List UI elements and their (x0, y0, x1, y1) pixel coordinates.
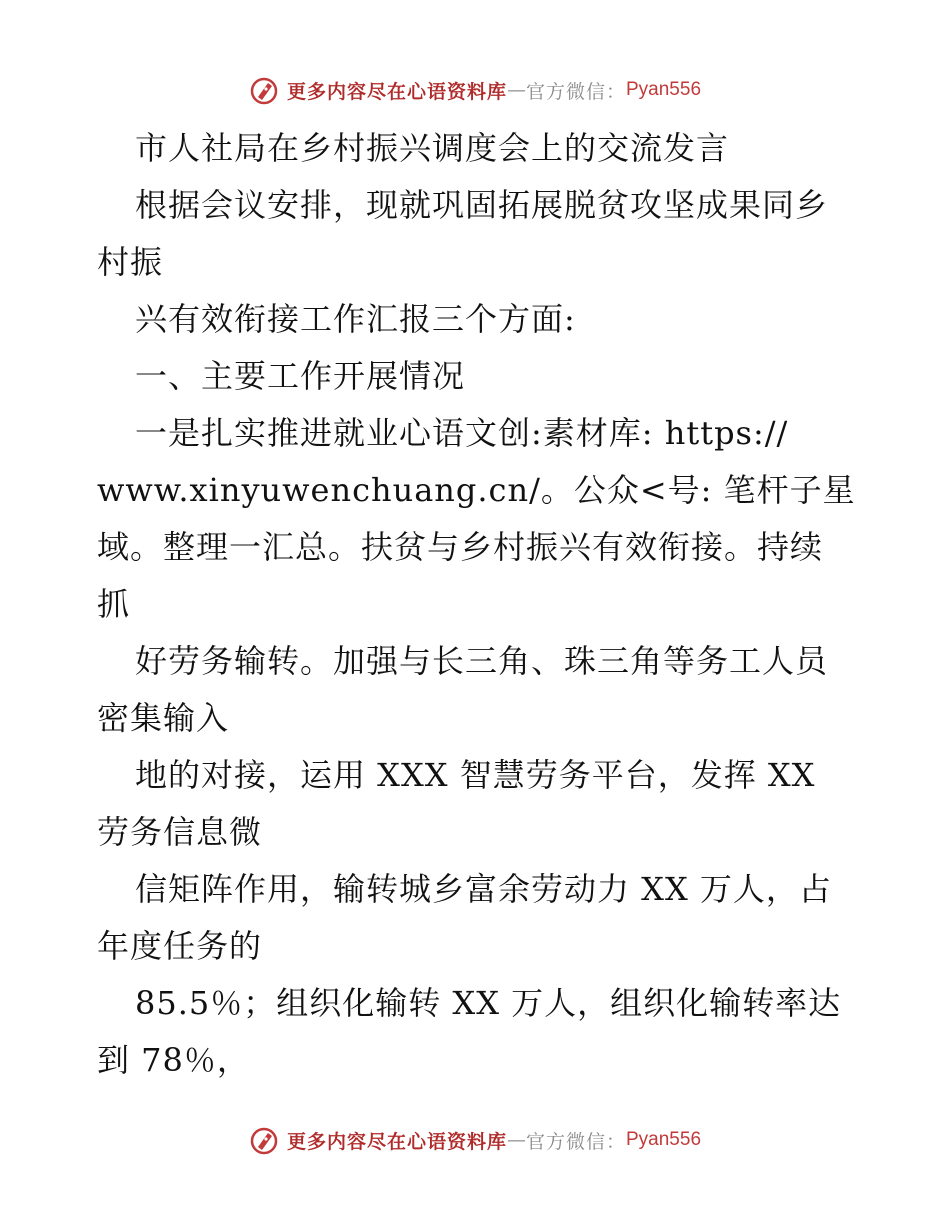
paragraph-line: 到 78％， (97, 1041, 250, 1079)
paragraph-line: www.xinyuwenchuang.cn/。公众<号: 笔杆子星 (97, 471, 856, 509)
paragraph-line: 村振 (97, 243, 164, 281)
document-title: 市人社局在乡村振兴调度会上的交流发言 (135, 129, 730, 167)
site-name: 更多内容尽在心语资料库 (286, 80, 507, 103)
pen-nib-logo-icon (249, 75, 279, 105)
document-body (97, 120, 867, 1089)
paragraph-line: 好劳务输转。加强与长三角、珠三角等务工人员 (135, 642, 829, 680)
separator-dash: — (506, 1129, 526, 1151)
paragraph-line: 密集输入 (97, 699, 230, 737)
paragraph-line: 85.5％；组织化输转 XX 万人，组织化输转率达 (135, 984, 842, 1022)
paragraph-line: 根据会议安排，现就巩固拓展脱贫攻坚成果同乡 (135, 186, 829, 224)
footer-watermark-banner (0, 1120, 950, 1160)
wechat-id: Pyan556 (626, 1129, 702, 1150)
header-watermark-banner (0, 70, 950, 110)
separator-dash: — (506, 79, 526, 101)
official-wechat-label: 官方微信： (525, 80, 626, 103)
site-name: 更多内容尽在心语资料库 (286, 1130, 507, 1153)
section-heading: 一、主要工作开展情况 (135, 357, 466, 395)
paragraph-line: 一是扎实推进就业心语文创:素材库: https:// (135, 414, 789, 452)
paragraph-line: 地的对接，运用 XXX 智慧劳务平台，发挥 XX (135, 756, 816, 794)
paragraph-line: 劳务信息微 (97, 813, 263, 851)
pen-nib-logo-icon (249, 1125, 279, 1155)
paragraph-line: 信矩阵作用，输转城乡富余劳动力 XX 万人，占 (135, 870, 832, 908)
wechat-id: Pyan556 (626, 79, 702, 100)
official-wechat-label: 官方微信： (525, 1130, 626, 1153)
paragraph-line: 兴有效衔接工作汇报三个方面: (135, 300, 576, 338)
paragraph-line: 年度任务的 (97, 927, 263, 965)
paragraph-line: 域。整理一汇总。扶贫与乡村振兴有效衔接。持续 (97, 528, 824, 566)
paragraph-line: 抓 (97, 585, 131, 623)
